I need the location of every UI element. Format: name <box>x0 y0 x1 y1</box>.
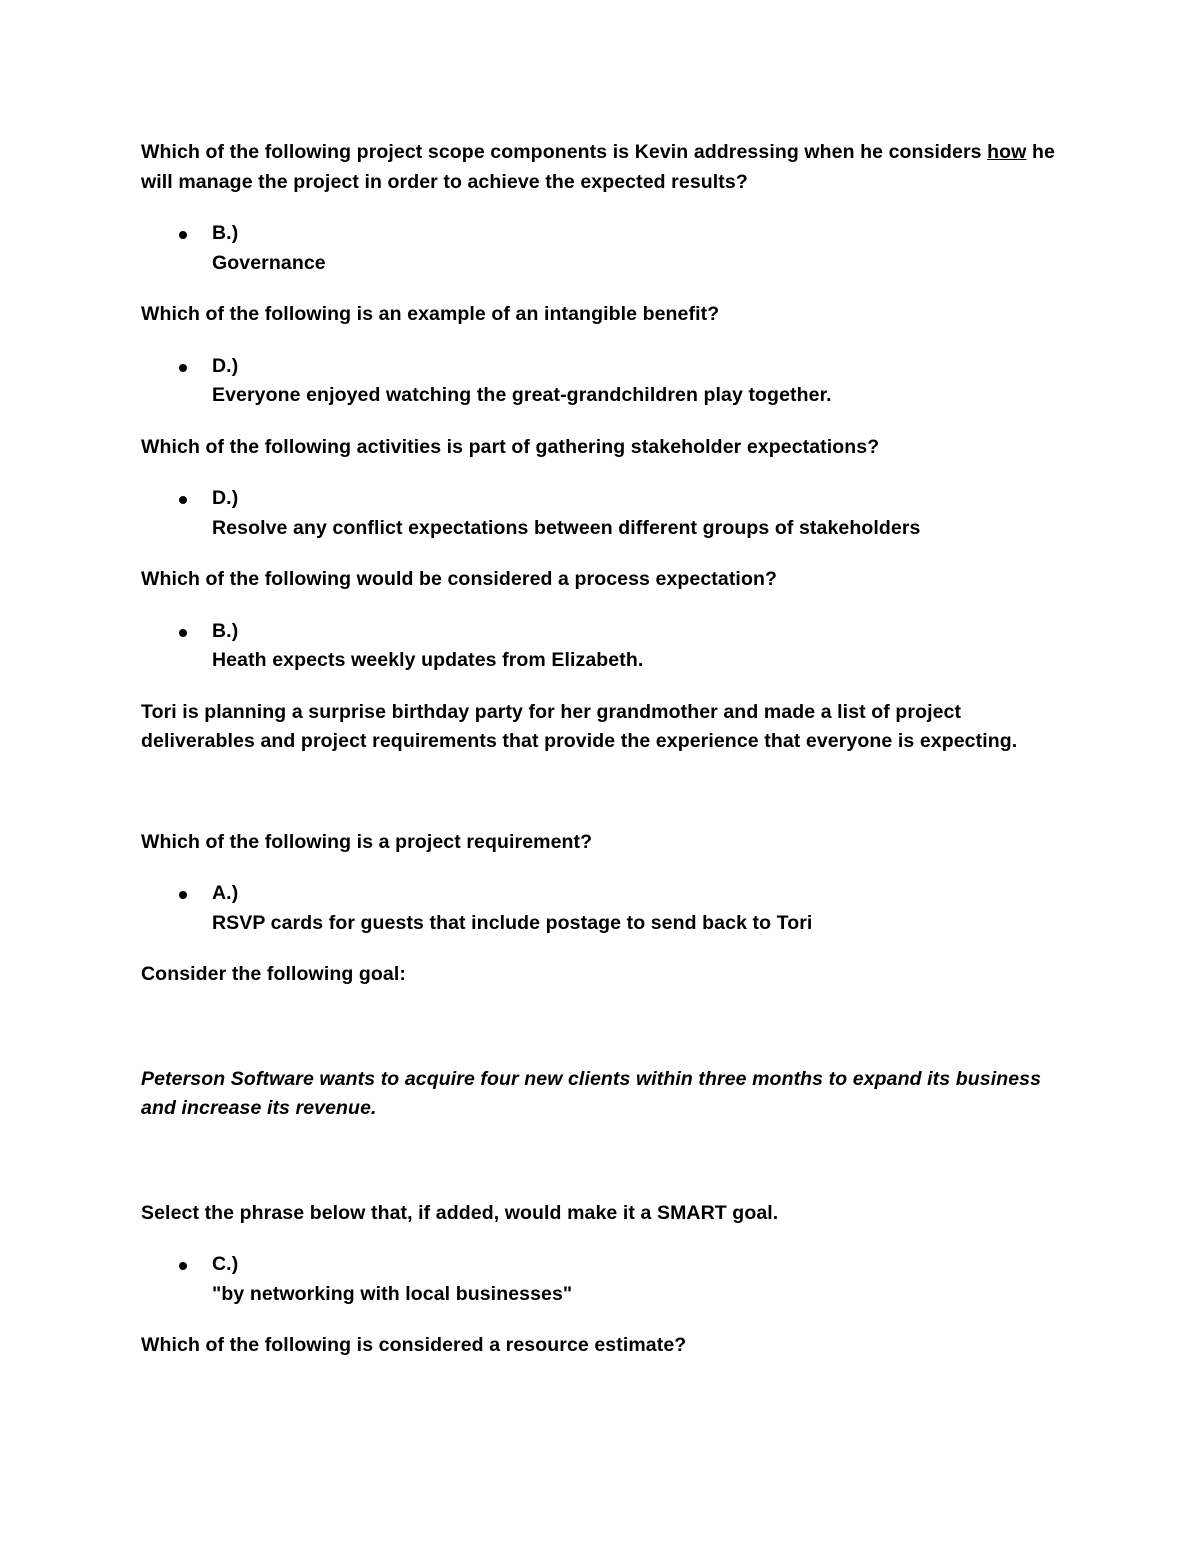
answer-5-text: RSVP cards for guests that include postage to send back to Tori <box>212 911 813 934</box>
question-1 <box>141 138 1061 197</box>
answer-1-letter: B.) <box>212 222 239 244</box>
answer-4-text: Heath expects weekly updates from Elizabeth. <box>212 649 644 671</box>
answer-1 <box>141 219 1061 278</box>
answer-4 <box>141 617 1061 676</box>
answer-2 <box>141 352 1061 411</box>
bullet-icon <box>179 891 187 899</box>
answer-2-text: Everyone enjoyed watching the great-grandchildren play together. <box>212 384 832 406</box>
question-1-underlined-word: how <box>987 141 1027 163</box>
question-3: Which of the following activities is part of gathering stakeholder expectations? <box>141 435 880 458</box>
bullet-icon <box>179 496 187 504</box>
bullet-icon <box>179 1262 187 1270</box>
goal-intro: Consider the following goal: <box>141 963 406 985</box>
answer-2-letter: D.) <box>212 354 239 377</box>
question-2: Which of the following is an example of an intangible benefit? <box>141 303 720 325</box>
answer-3 <box>141 484 1061 543</box>
answer-6-text: "by networking with local businesses" <box>212 1282 573 1305</box>
bullet-icon <box>179 231 187 239</box>
question-7: Which of the following is considered a resource estimate? <box>141 1334 687 1356</box>
question-5: Which of the following is a project requirement? <box>141 830 593 853</box>
answer-3-text: Resolve any conflict expectations between different groups of stakeholders <box>212 516 921 539</box>
goal-statement: Peterson Software wants to acquire four new clients within three months to expand its business and increase its revenue. <box>141 1067 1042 1119</box>
question-6: Select the phrase below that, if added, would make it a SMART goal. <box>141 1201 779 1224</box>
answer-5-letter: A.) <box>212 882 239 904</box>
question-1-text-start: Which of the following project scope components is Kevin addressing when he considers <box>141 141 988 163</box>
answer-1-text: Governance <box>212 251 326 274</box>
answer-3-letter: D.) <box>212 487 239 509</box>
answer-6 <box>141 1250 1061 1309</box>
question-1-text-end: he will manage the project in order to achieve the expected results? <box>141 141 1055 193</box>
answer-5 <box>141 879 1061 938</box>
scenario-paragraph: Tori is planning a surprise birthday party for her grandmother and made a list of project deliverables and project requirements that provide the experience that everyone is expecting. <box>141 700 1018 752</box>
document-page <box>141 138 1061 1383</box>
answer-6-letter: C.) <box>212 1253 239 1275</box>
bullet-icon <box>179 629 187 637</box>
answer-4-letter: B.) <box>212 619 239 642</box>
question-4: Which of the following would be considered a process expectation? <box>141 568 777 590</box>
bullet-icon <box>179 364 187 372</box>
